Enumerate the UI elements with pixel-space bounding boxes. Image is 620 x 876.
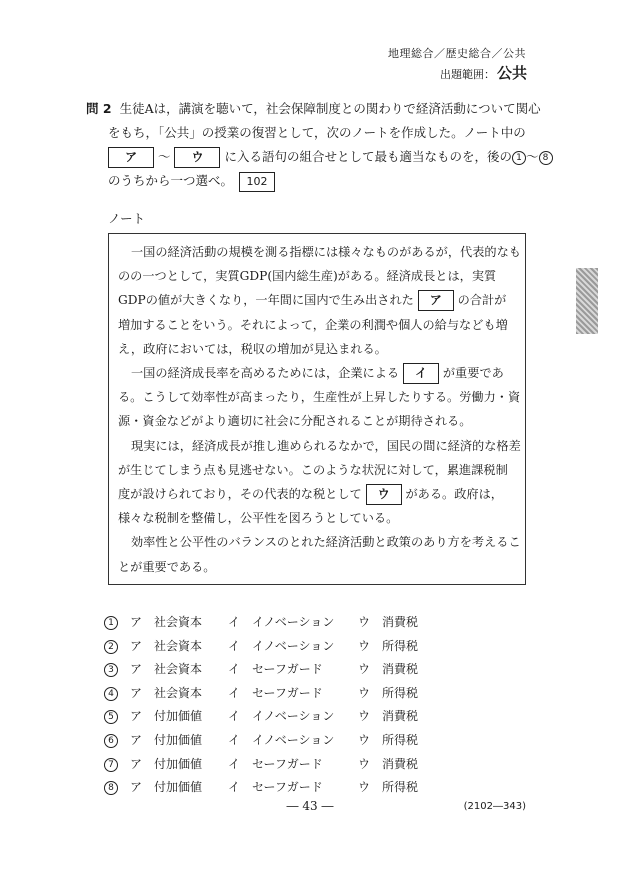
- choice-label-i: イ: [228, 638, 241, 653]
- document-code: (2102―343): [463, 801, 526, 812]
- note-line: 現実には，経済成長が推し進められるなかで，国民の間に経済的な格差: [131, 438, 521, 453]
- note-text-segment: が重要であ: [442, 366, 504, 381]
- choice-label-a: ア: [130, 662, 143, 677]
- note-blank-i: イ: [403, 363, 439, 384]
- choice-number: 1: [104, 616, 118, 630]
- range-header: [440, 62, 527, 83]
- question-line-4: のうちから一つ選べ。: [108, 173, 234, 188]
- choice-value-a: 付加価値: [154, 756, 203, 771]
- choice-label-u: ウ: [358, 732, 371, 747]
- note-line: 一国の経済活動の規模を測る指標には様々なものがあるが，代表的なも: [131, 245, 521, 259]
- choice-value-u: 消費税: [382, 615, 419, 629]
- note-line: が生じてしまう点も見逃せない。このような状況に対して，累進課税制: [118, 462, 508, 477]
- circled-number-last: 8: [539, 151, 553, 165]
- choice-value-a: 付加価値: [154, 732, 203, 747]
- choice-label-i: イ: [228, 615, 241, 629]
- choice-label-u: ウ: [358, 780, 371, 795]
- choice-number: 2: [104, 640, 118, 654]
- note-blank-a: ア: [418, 290, 454, 311]
- choice-value-u: 所得税: [382, 732, 419, 747]
- circled-number-first: 1: [512, 151, 526, 165]
- choice-label-u: ウ: [358, 662, 371, 677]
- page-number: ― 43 ―: [286, 799, 334, 813]
- choice-label-a: ア: [130, 709, 143, 724]
- choice-value-u: 所得税: [382, 685, 419, 700]
- choice-value-a: 社会資本: [154, 615, 203, 629]
- answer-number-box: 102: [239, 172, 275, 192]
- blank-box-a: ア: [108, 147, 154, 168]
- choice-value-i: セーフガード: [252, 756, 323, 771]
- choice-value-i: セーフガード: [252, 662, 323, 677]
- note-text-segment: の合計が: [457, 293, 507, 308]
- choice-label-u: ウ: [358, 638, 371, 653]
- choice-value-i: セーフガード: [252, 685, 323, 700]
- choice-value-u: 所得税: [382, 638, 419, 653]
- note-line: [118, 361, 520, 385]
- question-line-3: に入る語句の組合せとして最も適当なものを，後の: [224, 149, 512, 164]
- note-line: [118, 482, 520, 506]
- note-text-segment: 度が設けられており，その代表的な税として: [118, 487, 362, 502]
- choice-value-a: 社会資本: [154, 638, 203, 653]
- choice-label-i: イ: [228, 732, 241, 747]
- note-text-segment: がある。政府は，: [405, 487, 503, 502]
- note-line: え，政府においては，税収の増加が見込まれる。: [118, 341, 387, 356]
- subject-header: 地理総合／歴史総合／公共: [388, 47, 526, 60]
- choice-label-i: イ: [228, 709, 241, 724]
- choice-value-u: 消費税: [382, 662, 419, 677]
- tilde: ～: [157, 149, 171, 164]
- note-text-segment: 一国の経済成長率を高めるためには，企業による: [131, 366, 400, 381]
- note-text-segment: GDPの値が大きくなり，一年間に国内で生み出された: [118, 293, 414, 308]
- choice-value-i: イノベーション: [252, 709, 335, 724]
- choice-number: 4: [104, 687, 118, 701]
- note-line: 源・資金などがより適切に社会に分配されることが期待される。: [118, 414, 472, 429]
- note-label: ノート: [108, 211, 146, 226]
- choice-label-i: イ: [228, 662, 241, 677]
- choice-number: 6: [104, 734, 118, 748]
- note-line: る。こうして効率性が高まったり，生産性が上昇したりする。労働力・資: [118, 390, 521, 405]
- question-number: 問 2: [86, 101, 112, 116]
- choice-number: 3: [104, 663, 118, 677]
- choice-value-i: イノベーション: [252, 732, 335, 747]
- choice-label-u: ウ: [358, 756, 371, 771]
- choice-number: 7: [104, 758, 118, 772]
- choice-value-i: イノベーション: [252, 638, 335, 653]
- note-line: のの一つとして，実質GDP(国内総生産)がある。経済成長とは，実質: [118, 269, 497, 284]
- choice-value-a: 社会資本: [154, 662, 203, 677]
- choice-label-i: イ: [228, 756, 241, 771]
- choice-value-a: 付加価値: [154, 709, 203, 724]
- note-line: とが重要である。: [118, 559, 216, 574]
- blank-box-u: ウ: [174, 147, 220, 168]
- choice-label-a: ア: [130, 732, 143, 747]
- note-blank-u: ウ: [366, 484, 402, 505]
- question-block: 問 2 生徒Aは，講演を聴いて，社会保障制度との関わりで経済活動について関心 をもち，「公共」の授業の復習として，次のノートを作成した。ノート中の ア ～ ウ に入る語句の組合せとして最も適当なものを，後の 1 ～ 8 のうちから一つ選べ。 102: [86, 97, 526, 193]
- choice-label-i: イ: [228, 685, 241, 700]
- choice-label-a: ア: [130, 638, 143, 653]
- choice-label-u: ウ: [358, 685, 371, 700]
- choice-value-a: 付加価値: [154, 780, 203, 795]
- choice-value-u: 所得税: [382, 780, 419, 795]
- choice-label-a: ア: [130, 756, 143, 771]
- choice-label-i: イ: [228, 780, 241, 795]
- choice-number: 8: [104, 781, 118, 795]
- range-value: 公共: [496, 64, 527, 82]
- choice-value-u: 消費税: [382, 756, 419, 771]
- choice-label-u: ウ: [358, 615, 371, 629]
- choice-value-i: イノベーション: [252, 615, 335, 629]
- range-label: 出題範囲：: [439, 68, 495, 81]
- note-line: 増加することをいう。それによって，企業の利潤や個人の給与なども増: [118, 317, 508, 332]
- choice-value-u: 消費税: [382, 709, 419, 724]
- choice-label-u: ウ: [358, 709, 371, 724]
- question-line-2: をもち，「公共」の授業の復習として，次のノートを作成した。ノート中の: [108, 125, 526, 140]
- question-line-1: 生徒Aは，講演を聴いて，社会保障制度との関わりで経済活動について関心: [119, 101, 541, 116]
- note-line: 効率性と公平性のバランスのとれた経済活動と政策のあり方を考えるこ: [131, 535, 521, 550]
- note-line: [118, 288, 520, 312]
- choice-value-a: 社会資本: [154, 685, 203, 700]
- choice-label-a: ア: [130, 685, 143, 700]
- choice-label-a: ア: [130, 780, 143, 795]
- choice-number: 5: [104, 710, 118, 724]
- choice-label-a: ア: [130, 615, 143, 629]
- section-tab-marker: [576, 268, 598, 334]
- choice-value-i: セーフガード: [252, 780, 323, 795]
- note-line: 様々な税制を整備し，公平性を図ろうとしている。: [118, 511, 399, 526]
- note-text: [118, 240, 520, 579]
